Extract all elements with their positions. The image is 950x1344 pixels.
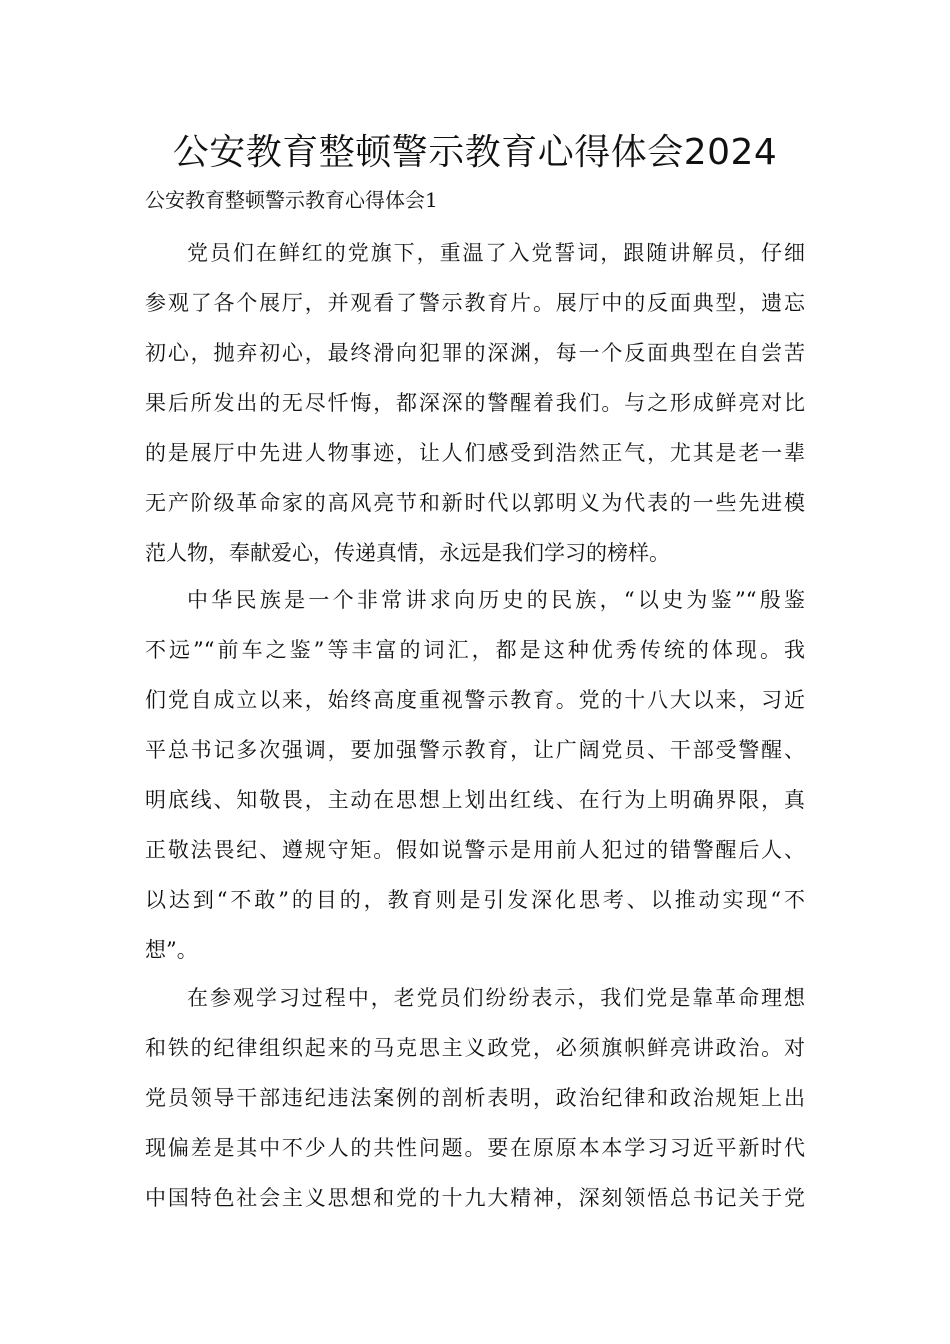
- section-heading: 公安教育整顿警示教育心得体会1: [145, 188, 438, 212]
- paragraph-3: [145, 973, 805, 1223]
- paragraph-line: 正敬法畏纪、遵规守矩。假如说警示是用前人犯过的错警醒后人、: [145, 838, 805, 862]
- paragraph-2: [145, 575, 805, 975]
- paragraph-line: 的是展厅中先进人物事迹，让人们感受到浩然正气，尤其是老一辈: [145, 441, 805, 465]
- paragraph-1: [145, 228, 805, 578]
- paragraph-line: 想”。: [145, 938, 198, 962]
- paragraph-line: 不远”“前车之鉴”等丰富的词汇，都是这种优秀传统的体现。我: [145, 638, 805, 662]
- paragraph-line: 以达到“不敢”的目的，教育则是引发深化思考、以推动实现“不: [145, 888, 805, 912]
- paragraph-line: 明底线、知敬畏，主动在思想上划出红线、在行为上明确界限，真: [145, 788, 805, 812]
- paragraph-line: 参观了各个展厅，并观看了警示教育片。展厅中的反面典型，遗忘: [145, 291, 805, 315]
- paragraph-line: 中华民族是一个非常讲求向历史的民族，“以史为鉴”“殷鉴: [187, 588, 805, 612]
- paragraph-line: 无产阶级革命家的高风亮节和新时代以郭明义为代表的一些先进模: [145, 491, 805, 515]
- paragraph-line: 平总书记多次强调，要加强警示教育，让广阔党员、干部受警醒、: [145, 738, 805, 762]
- paragraph-line: 党员领导干部违纪违法案例的剖析表明，政治纪律和政治规矩上出: [145, 1086, 805, 1110]
- paragraph-line: 们党自成立以来，始终高度重视警示教育。党的十八大以来，习近: [145, 688, 805, 712]
- paragraph-line: 党员们在鲜红的党旗下，重温了入党誓词，跟随讲解员，仔细: [187, 241, 805, 265]
- paragraph-line: 在参观学习过程中，老党员们纷纷表示，我们党是靠革命理想: [187, 986, 805, 1010]
- paragraph-line: 和铁的纪律组织起来的马克思主义政党，必须旗帜鲜亮讲政治。对: [145, 1036, 805, 1060]
- paragraph-line: 范人物，奉献爱心，传递真情，永远是我们学习的榜样。: [145, 541, 670, 565]
- paragraph-line: 初心，抛弃初心，最终滑向犯罪的深渊，每一个反面典型在自尝苦: [145, 341, 805, 365]
- paragraph-line: 果后所发出的无尽忏悔，都深深的警醒着我们。与之形成鲜亮对比: [145, 391, 805, 415]
- document-title: 公安教育整顿警示教育心得体会2024: [172, 132, 778, 173]
- paragraph-line: 中国特色社会主义思想和党的十九大精神，深刻领悟总书记关于党: [145, 1186, 805, 1210]
- paragraph-line: 现偏差是其中不少人的共性问题。要在原原本本学习习近平新时代: [145, 1136, 805, 1160]
